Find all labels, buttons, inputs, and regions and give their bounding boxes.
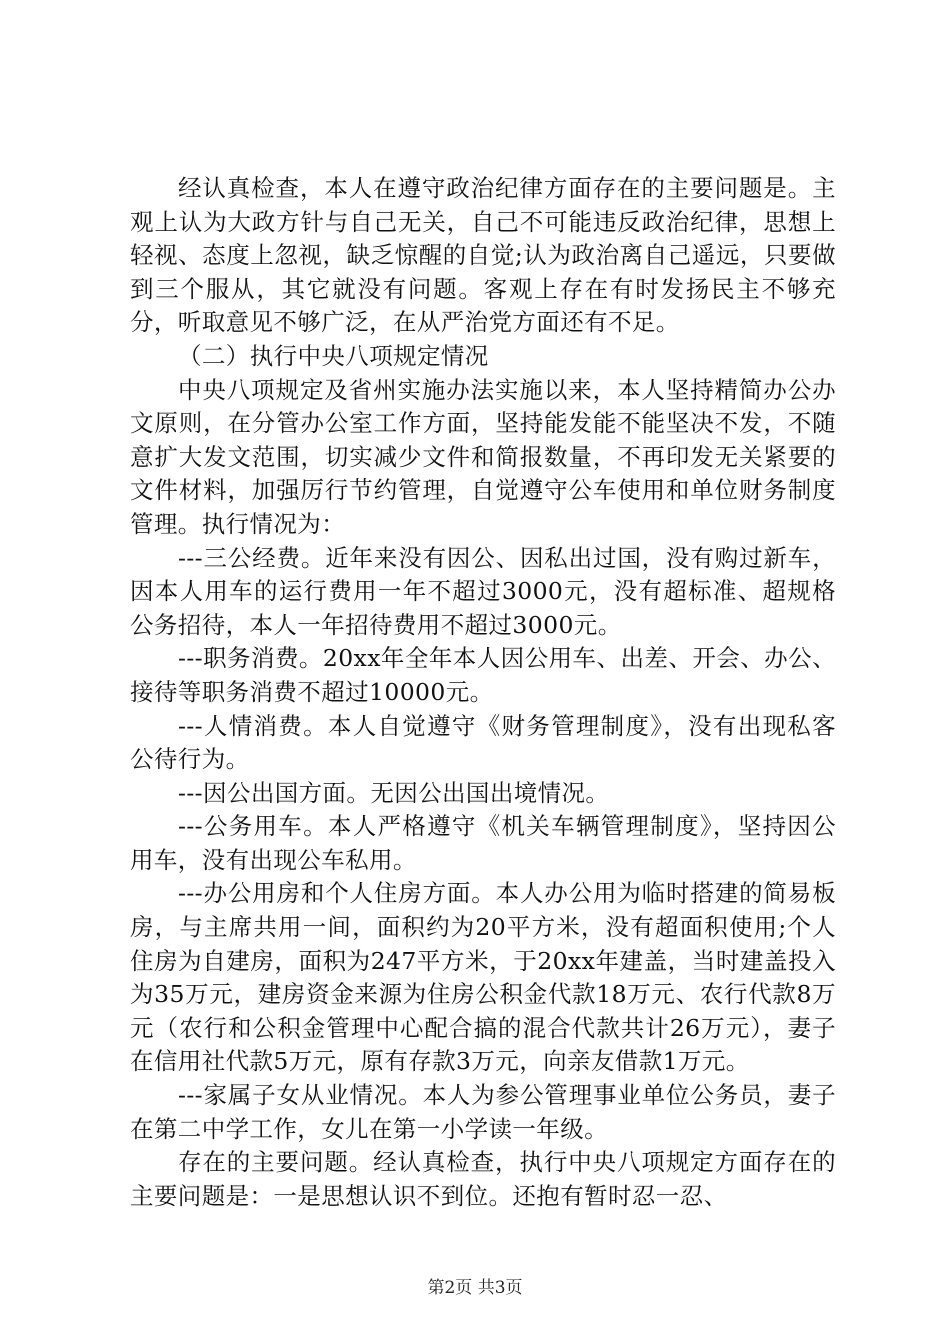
section-heading-eight-provisions: （二）执行中央八项规定情况 [178,341,489,370]
item-duty-consumption: ---职务消费。20xx年全年本人因公用车、出差、开会、办公、接待等职务消费不超过10000元。 [130,644,836,706]
paragraph-political-discipline-problems: 经认真检查，本人在遵守政治纪律方面存在的主要问题是。主观上认为大政方针与自己无关，自己不可能违反政治纪律，思想上轻视、态度上忽视，缺乏惊醒的自觉;认为政治离自己遥远，只要做到三个服从，其它就没有问题。客观上存在有时发扬民主不够充分，听取意见不够广泛，在从严治党方面还有不足。 [130,174,836,337]
document-body [130,172,836,1213]
item-family-employment: ---家属子女从业情况。本人为参公管理事业单位公务员，妻子在第二中学工作，女儿在第一小学读一年级。 [130,1081,836,1143]
item-three-public-expenses: ---三公经费。近年来没有因公、因私出过国，没有购过新车，因本人用车的运行费用一年不超过3000元，没有超标准、超规格公务招待，本人一年招待费用不超过3000元。 [130,543,836,639]
paragraph-eight-provisions-implementation: 中央八项规定及省州实施办法实施以来，本人坚持精简办公办文原则，在分管办公室工作方面，坚持能发能不能坚决不发，不随意扩大发文范围，切实减少文件和简报数量，不再印发无关紧要的文件材料，加强厉行节约管理，自觉遵守公车使用和单位财务制度管理。执行情况为： [130,375,836,538]
item-personal-favors-consumption: ---人情消费。本人自觉遵守《财务管理制度》，没有出现私客公待行为。 [130,711,836,774]
page-footer [0,1277,950,1299]
page-number-label: 第2页 共3页 [427,1278,523,1298]
item-official-overseas-travel: ---因公出国方面。无因公出国出境情况。 [178,778,610,807]
item-office-and-housing: ---办公用房和个人住房方面。本人办公用为临时搭建的简易板房，与主席共用一间，面积约为20平方米，没有超面积使用;个人住房为自建房，面积为247平方米，于20xx年建盖，当时建盖投入为35万元，建房资金来源为住房公积金代款18万元、农行代款8万元（农行和公积金管理中心配合搞的混合代款共计26万元），妻子在信用社代款5万元，原有存款3万元，向亲友借款1万元。 [130,879,836,1076]
paragraph-main-problems: 存在的主要问题。经认真检查，执行中央八项规定方面存在的主要问题是：一是思想认识不到位。还抱有暂时忍一忍、 [130,1148,836,1210]
item-official-vehicles: ---公务用车。本人严格遵守《机关车辆管理制度》，坚持因公用车，没有出现公车私用。 [130,812,836,874]
